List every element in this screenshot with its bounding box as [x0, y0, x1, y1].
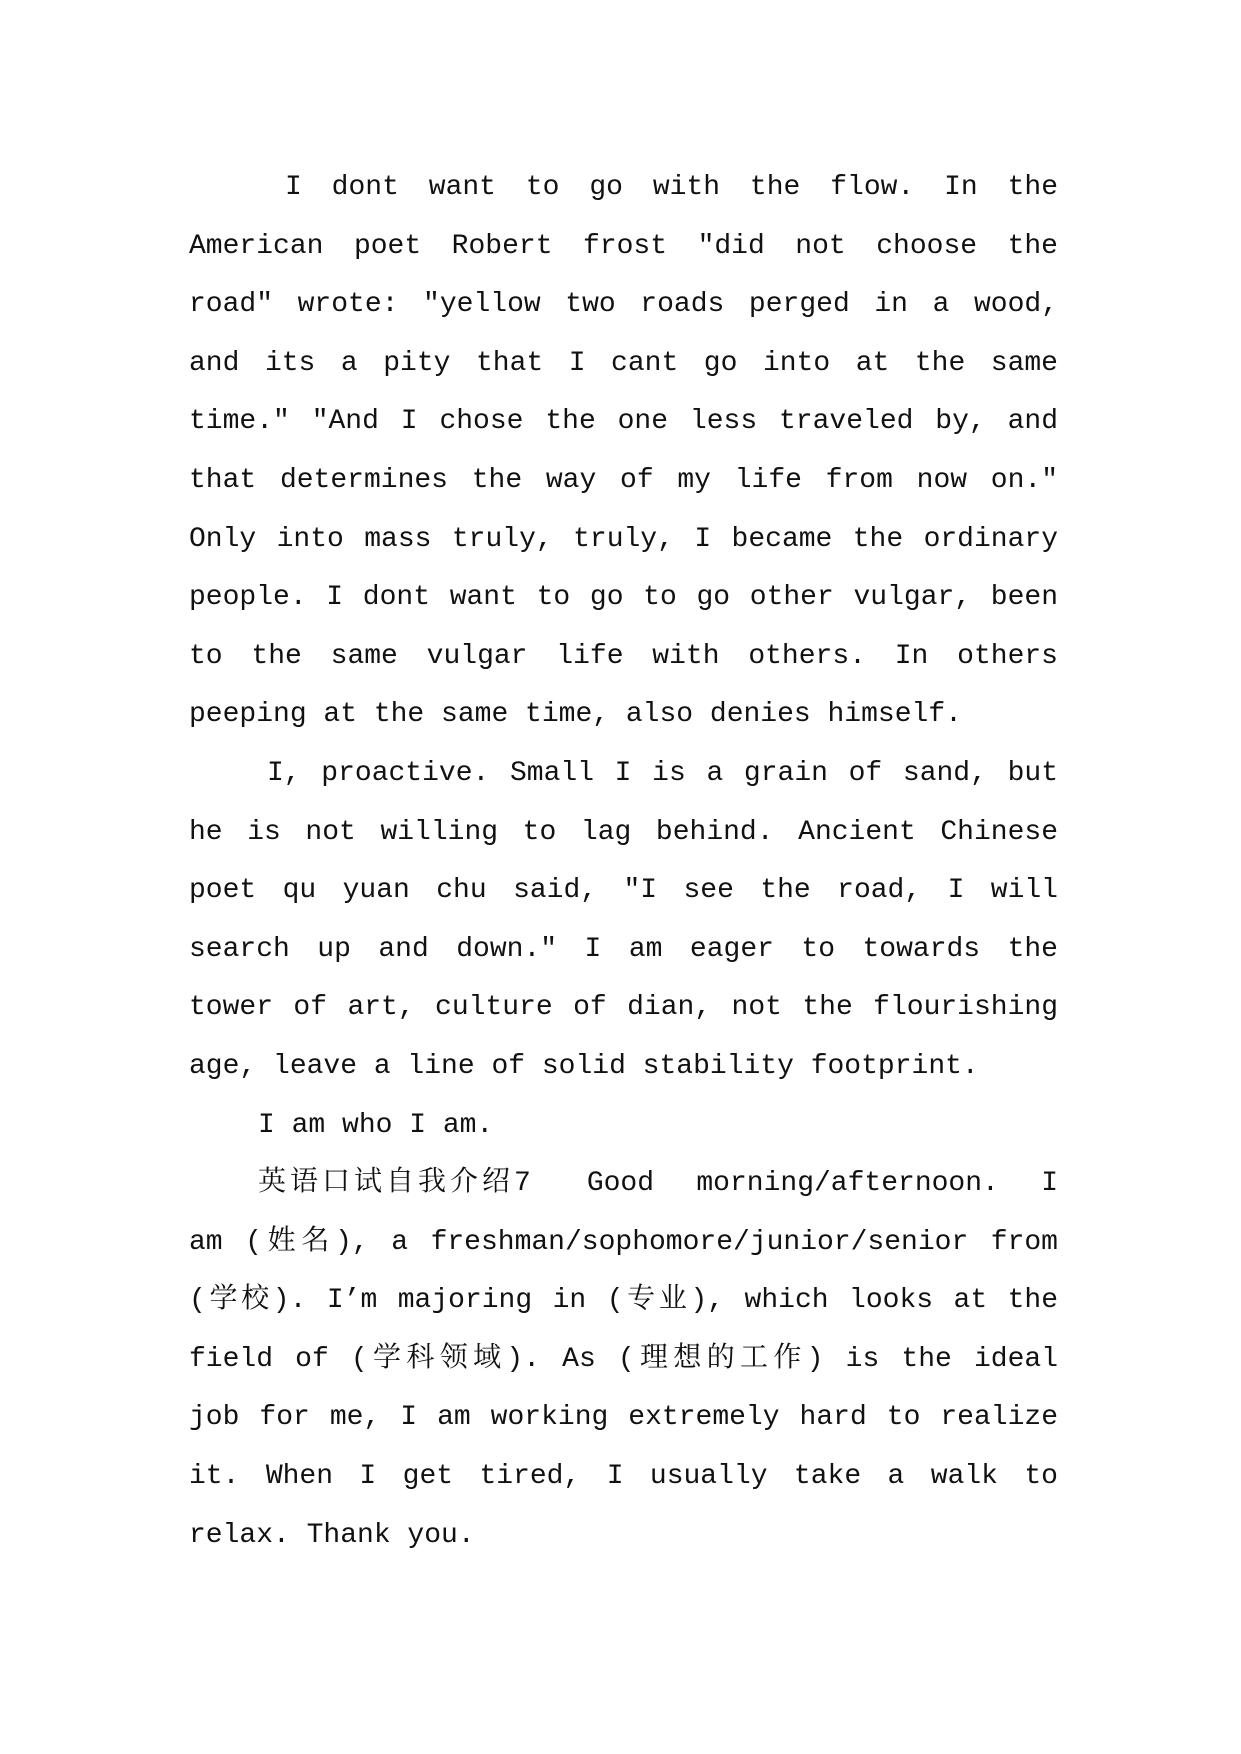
text-line: he is not willing to lag behind. Ancient Chinese — [189, 816, 1058, 848]
text-line: it. When I get tired, I usually take a walk to — [189, 1461, 1058, 1493]
text-line: American poet Robert frost "did not choose the — [189, 230, 1058, 262]
text-line: Only into mass truly, truly, I became the ordinary — [189, 523, 1058, 555]
text-line: I, proactive. Small I is a grain of sand, but — [267, 757, 1058, 789]
text-line: road" wrote: "yellow two roads perged in a wood, — [189, 289, 1058, 321]
text-line: job for me, I am working extremely hard to realize — [189, 1402, 1058, 1434]
text-line: field of (学科领域). As (理想的工作) is the ideal — [189, 1343, 1058, 1375]
text-line: time." "And I chose the one less traveled by, and — [189, 406, 1058, 438]
text-line: tower of art, culture of dian, not the flourishing — [189, 992, 1058, 1024]
text-line-content: Good morning/afternoon. I — [586, 1168, 1058, 1200]
text-line: search up and down." I am eager to towards the — [189, 933, 1058, 965]
text-line: I dont want to go with the flow. In the — [285, 172, 1058, 203]
text-line: I am who I am. — [258, 1109, 494, 1141]
text-line: relax. Thank you. — [189, 1519, 475, 1551]
text-line: that determines the way of my life from now on." — [189, 464, 1058, 496]
text-line: age, leave a line of solid stability footprint. — [189, 1050, 979, 1082]
paragraph — [189, 159, 1058, 745]
text-line: people. I dont want to go to go other vulgar, been — [189, 582, 1058, 614]
text-line: am (姓名), a freshman/sophomore/junior/senior from — [189, 1226, 1058, 1258]
text-line: to the same vulgar life with others. In others — [189, 640, 1058, 672]
text-line — [189, 1155, 1058, 1214]
section-heading: 英语口试自我介绍7 — [258, 1168, 535, 1200]
paragraph — [189, 1155, 1058, 1565]
document-body — [189, 159, 1058, 1565]
text-line: poet qu yuan chu said, "I see the road, I will — [189, 875, 1058, 907]
text-line: peeping at the same time, also denies himself. — [189, 699, 962, 731]
text-line: (学校). I’m majoring in (专业), which looks at the — [189, 1285, 1058, 1317]
text-line: and its a pity that I cant go into at the same — [189, 347, 1058, 379]
paragraph — [189, 1097, 1058, 1156]
paragraph — [189, 745, 1058, 1097]
